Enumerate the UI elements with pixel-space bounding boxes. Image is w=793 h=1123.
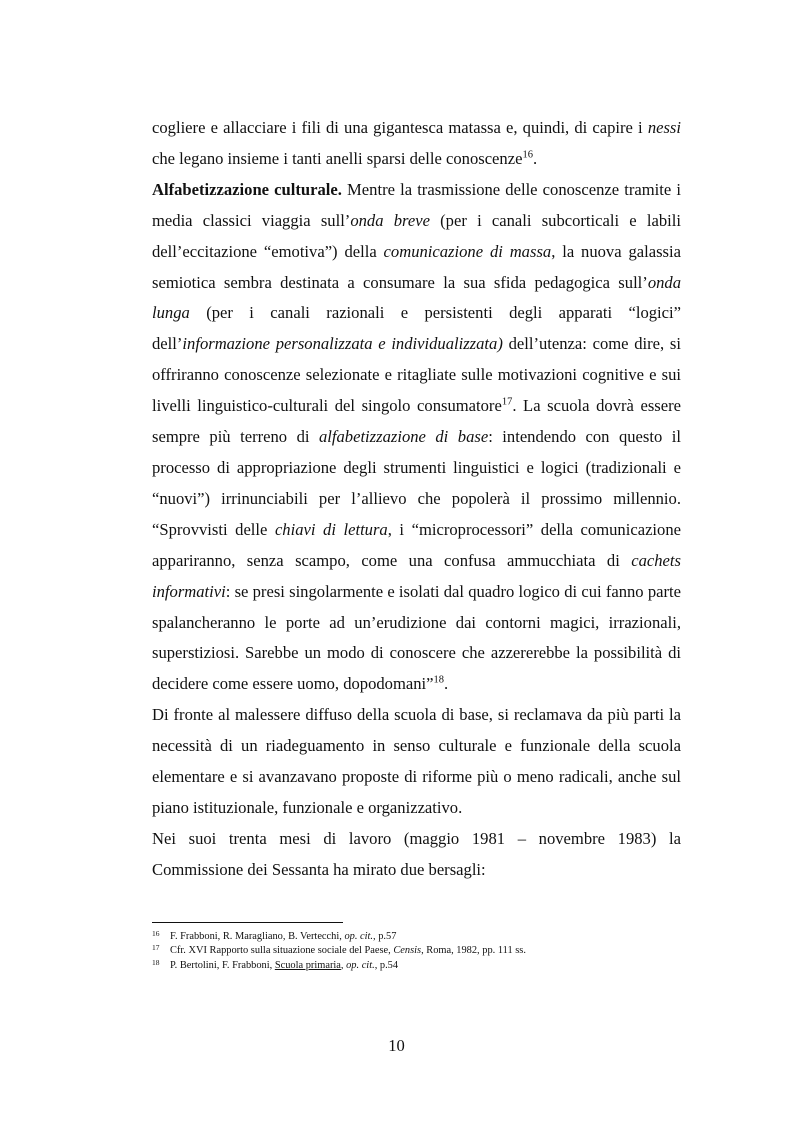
footnote-number: 17 [152, 943, 160, 953]
text-run: , i “microprocessori” della comunicazione appariranno, senza scampo, come una confusa ammucchiata di [152, 519, 681, 570]
italic-term: onda lunga [152, 272, 681, 323]
footnote-text: p.57 [375, 931, 397, 942]
text-run: (per i canali razionali e persistenti degli apparati “logici” dell’ [152, 303, 681, 354]
italic-term: cachets informativi [152, 550, 681, 601]
footnote-18 [152, 959, 692, 973]
italic-term: chiavi di lettura [274, 519, 388, 539]
italic-term: comunicazione di massa [383, 241, 552, 261]
italic-term: nessi [647, 118, 681, 137]
footnote-text: , Roma, 1982, pp. 111 ss. [421, 945, 526, 957]
text-run: che legano insieme i tanti anelli sparsi delle conoscenze [152, 148, 523, 168]
text-run: Mentre la trasmissione delle conoscenze tramite i media classici viaggia sull’ [152, 179, 682, 230]
page-number: 10 [388, 1036, 405, 1055]
paragraph-malessere: Di fronte al malessere diffuso della scuola di base, si reclamava da più parti la necessità di un riadeguamento in senso culturale e funzionale della scuola elementare e si avanzavano proposte di riforme più o meno radicali, anche sul piano istituzionale, funzionale e organizzativo. [152, 705, 681, 817]
footnote-17 [152, 944, 692, 958]
text-run: . [444, 674, 449, 694]
text-run: . La scuola dovrà essere sempre più terreno di [152, 396, 681, 447]
body-text [152, 113, 681, 886]
footnote-text: P. Bertolini, F. Frabboni, [170, 959, 275, 971]
text-run: (per i canali subcorticali e labili dell’eccitazione “emotiva”) della [152, 210, 681, 261]
paragraph-alfabetizzazione [152, 175, 681, 700]
italic-term: alfabetizzazione di base [318, 427, 489, 447]
footnote-number: 16 [152, 929, 160, 938]
text-run: cogliere e allacciare i fili di una gigantesca matassa e, quindi, di capire i [152, 118, 648, 137]
footnote-italic: op. cit. [346, 959, 375, 971]
footnote-text: , [340, 959, 347, 971]
footnote-text: Cfr. XVI Rapporto sulla situazione sociale del Paese, [170, 945, 394, 957]
footnote-ref-17[interactable]: 17 [501, 396, 513, 408]
footnote-italic: op. cit., [344, 931, 376, 942]
italic-term: informazione personalizzata e individualizzata) [182, 334, 503, 354]
text-run: : intendendo con questo il processo di appropriazione degli strumenti linguistici e logici (tradizionali e “nuovi”) irrinunciabili per l’allievo che popolerà il prossimo millennio. “Sprovvisti delle [152, 427, 681, 539]
footnote-italic: Censis [393, 945, 422, 957]
italic-term: onda breve [350, 210, 430, 230]
footnote-underlined-title: Scuola primaria [274, 959, 341, 971]
text-run: dell’utenza: come dire, si offriranno conoscenze selezionate e ritagliate sulle motivazioni cognitive e sui livelli linguistico-culturali del singolo consumatore [152, 334, 681, 416]
footnote-text: F. Frabboni, R. Maragliano, B. Vertecchi, [170, 931, 345, 942]
text-run: . [532, 148, 538, 168]
footnote-ref-16[interactable]: 16 [522, 149, 533, 161]
footnote-number: 18 [152, 957, 160, 967]
footnote-16 [152, 930, 692, 944]
section-heading: Alfabetizzazione culturale. [152, 179, 342, 199]
text-run: : se presi singolarmente e isolati dal quadro logico di cui fanno parte spalancheranno le porte ad un’erudizione dai contorni magici, irrazionali, superstiziosi. Sarebbe un modo di conoscere che azzererebbe la possibilità di decidere come essere uomo, dopodomani” [152, 581, 681, 694]
paragraph-commissione: Nei suoi trenta mesi di lavoro (maggio 1981 – novembre 1983) la Commissione dei Sessanta ha mirato due bersagli: [152, 828, 681, 879]
footnote-text: , p.54 [374, 959, 399, 971]
text-run: , la nuova galassia semiotica sembra destinata a consumare la sua sfida pedagogica sull’ [152, 241, 681, 292]
footnotes [152, 930, 692, 973]
footnote-separator [152, 922, 343, 923]
paragraph-continued [152, 113, 681, 175]
footnote-ref-18[interactable]: 18 [433, 674, 445, 686]
